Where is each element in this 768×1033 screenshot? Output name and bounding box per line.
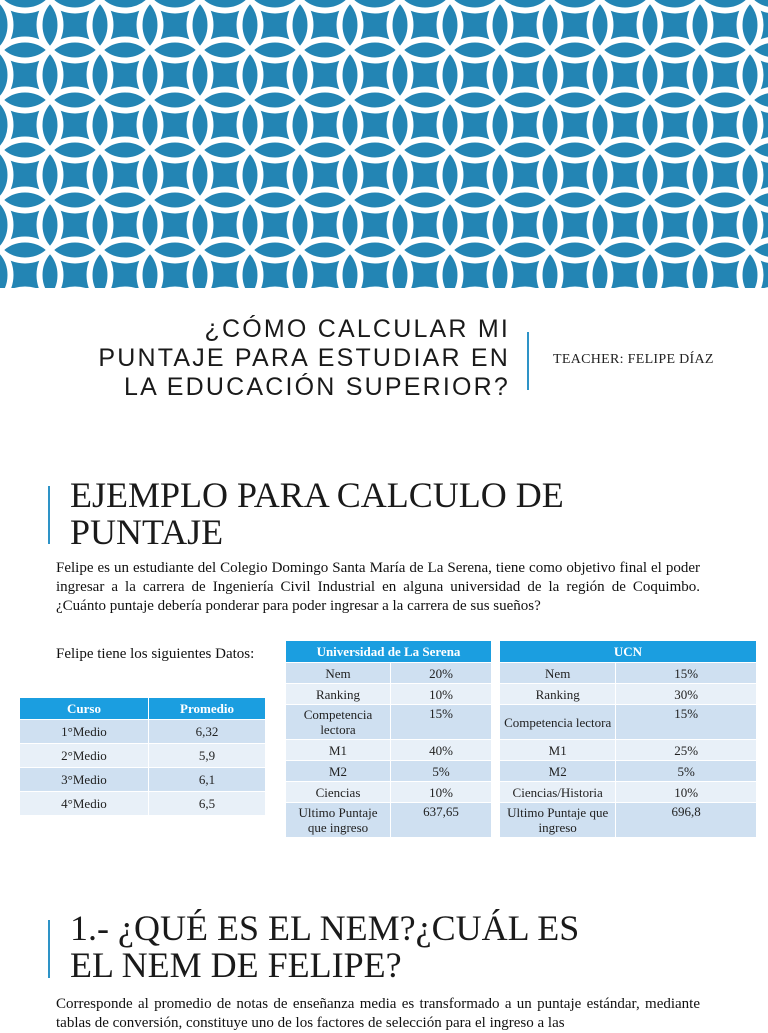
table-row	[286, 684, 491, 704]
circle-lattice-pattern	[0, 0, 768, 288]
ucn-weights-table	[499, 640, 757, 838]
grades-curso-cell: 4°Medio	[20, 792, 148, 815]
table-row	[286, 663, 491, 683]
uls-value-cell: 15%	[391, 705, 491, 739]
uls-value-cell: 40%	[391, 740, 491, 760]
uls-value-cell: 10%	[391, 782, 491, 802]
teacher-name: TEACHER: FELIPE DÍAZ	[553, 352, 714, 368]
section-accent-bar	[48, 920, 50, 978]
section-title-nem	[70, 910, 730, 984]
grades-promedio-cell: 5,9	[149, 744, 265, 767]
uls-factor-cell: M1	[286, 740, 390, 760]
table-row	[286, 803, 491, 837]
table-row	[500, 803, 756, 837]
table-row	[286, 705, 491, 739]
ucn-factor-cell: Ranking	[500, 684, 615, 704]
uls-table-header: Universidad de La Serena	[286, 641, 491, 662]
grades-header-promedio: Promedio	[149, 698, 265, 719]
table-row	[286, 761, 491, 781]
ucn-factor-cell: Nem	[500, 663, 615, 683]
ucn-value-cell: 25%	[616, 740, 756, 760]
ucn-factor-cell: Competencia lectora	[500, 705, 615, 739]
section-title-ejemplo	[70, 477, 730, 551]
grades-curso-cell: 1°Medio	[20, 720, 148, 743]
grades-header-curso: Curso	[20, 698, 148, 719]
ucn-factor-cell: Ultimo Puntaje que ingreso	[500, 803, 615, 837]
presentation-title	[40, 315, 510, 402]
intro-paragraph: Felipe es un estudiante del Colegio Domingo Santa María de La Serena, tiene como objetivo final el poder ingresar a la carrera de Ingeniería Civil Industrial en alguna universidad de la región de Coquimbo. ¿Cuánto puntaje debería ponderar para poder ingresar a la carrera de sus sueños?	[56, 559, 700, 616]
table-row	[500, 782, 756, 802]
uls-value-cell: 10%	[391, 684, 491, 704]
uls-factor-cell: Nem	[286, 663, 390, 683]
grades-table	[19, 697, 266, 816]
title-line-3: LA EDUCACIÓN SUPERIOR?	[124, 373, 510, 401]
section-accent-bar	[48, 486, 50, 544]
decorative-pattern-banner	[0, 0, 768, 288]
table-row	[286, 782, 491, 802]
uls-factor-cell: M2	[286, 761, 390, 781]
title-line-2: PUNTAJE PARA ESTUDIAR EN	[98, 344, 510, 372]
uls-value-cell: 637,65	[391, 803, 491, 837]
title-line-1: ¿CÓMO CALCULAR MI	[205, 315, 510, 343]
uls-weights-table	[285, 640, 492, 838]
table-row	[500, 740, 756, 760]
ucn-value-cell: 696,8	[616, 803, 756, 837]
ucn-value-cell: 10%	[616, 782, 756, 802]
grades-curso-cell: 2°Medio	[20, 744, 148, 767]
ucn-value-cell: 5%	[616, 761, 756, 781]
table-row	[20, 768, 265, 791]
section2-title-line-2: EL NEM DE FELIPE?	[70, 945, 402, 985]
table-row	[500, 761, 756, 781]
table-row	[20, 744, 265, 767]
table-row	[500, 663, 756, 683]
table-row	[20, 792, 265, 815]
uls-value-cell: 20%	[391, 663, 491, 683]
table-row	[286, 740, 491, 760]
uls-factor-cell: Ranking	[286, 684, 390, 704]
section1-title-line-2: PUNTAJE	[70, 512, 223, 552]
datos-intro-text: Felipe tiene los siguientes Datos:	[56, 646, 254, 663]
ucn-factor-cell: Ciencias/Historia	[500, 782, 615, 802]
grades-promedio-cell: 6,5	[149, 792, 265, 815]
grades-promedio-cell: 6,1	[149, 768, 265, 791]
ucn-value-cell: 15%	[616, 663, 756, 683]
title-divider	[527, 332, 529, 390]
grades-promedio-cell: 6,32	[149, 720, 265, 743]
uls-table-header-row	[286, 641, 491, 662]
ucn-factor-cell: M1	[500, 740, 615, 760]
uls-factor-cell: Ultimo Puntaje que ingreso	[286, 803, 390, 837]
ucn-factor-cell: M2	[500, 761, 615, 781]
ucn-table-header-row	[500, 641, 756, 662]
uls-factor-cell: Ciencias	[286, 782, 390, 802]
ucn-table-header: UCN	[500, 641, 756, 662]
uls-factor-cell: Competencia lectora	[286, 705, 390, 739]
table-row	[500, 684, 756, 704]
section2-title-line-1: 1.- ¿QUÉ ES EL NEM?¿CUÁL ES	[70, 908, 579, 948]
grades-curso-cell: 3°Medio	[20, 768, 148, 791]
grades-table-header-row	[20, 698, 265, 719]
section1-title-line-1: EJEMPLO PARA CALCULO DE	[70, 475, 564, 515]
uls-value-cell: 5%	[391, 761, 491, 781]
ucn-value-cell: 15%	[616, 705, 756, 739]
nem-definition-paragraph: Corresponde al promedio de notas de enseñanza media es transformado a un puntaje estándar, mediante tablas de conversión, constituye uno de los factores de selección para el ingreso a las	[56, 995, 700, 1033]
title-slide	[0, 288, 768, 438]
ucn-value-cell: 30%	[616, 684, 756, 704]
table-row	[500, 705, 756, 739]
table-row	[20, 720, 265, 743]
